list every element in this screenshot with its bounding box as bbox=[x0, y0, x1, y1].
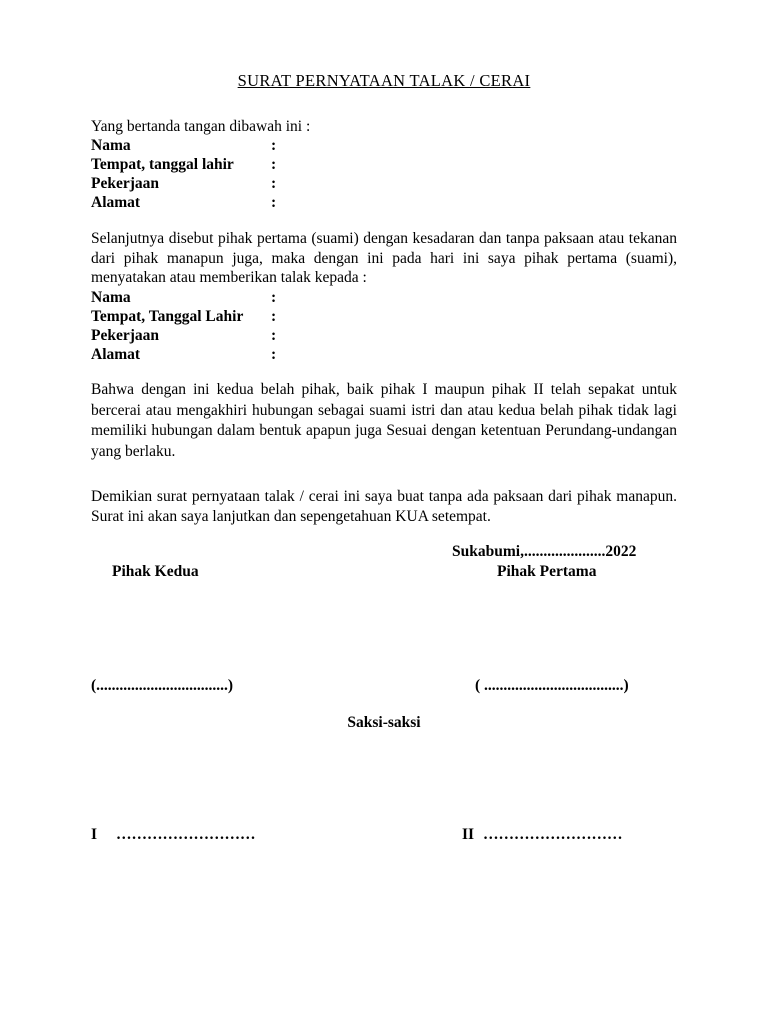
party1-block bbox=[91, 117, 677, 212]
paragraph-closing: Demikian surat pernyataan talak / cerai ini saya buat tanpa ada paksaan dari pihak manapun. Surat ini akan saya lanjutkan dan sepengetahuan KUA setempat. bbox=[91, 488, 677, 525]
field-label: Pekerjaan bbox=[91, 175, 160, 192]
field-colon: : bbox=[271, 175, 277, 192]
field-colon: : bbox=[271, 326, 277, 344]
signature-line-right: ( ....................................) bbox=[475, 677, 629, 694]
party1-field-alamat bbox=[91, 193, 677, 212]
witness-second-number: II bbox=[462, 826, 475, 843]
signature-line-left: (..................................) bbox=[91, 677, 234, 694]
field-label: Nama bbox=[91, 288, 131, 306]
field-colon: : bbox=[271, 194, 277, 211]
party1-field-pekerjaan bbox=[91, 174, 677, 193]
party2-field-alamat bbox=[91, 345, 677, 364]
party1-field-nama bbox=[91, 136, 677, 155]
field-label: Tempat, tanggal lahir bbox=[91, 156, 234, 173]
field-colon: : bbox=[271, 307, 277, 325]
field-label: Pekerjaan bbox=[91, 326, 160, 344]
party2-field-nama bbox=[91, 288, 677, 307]
witness-first-number: I bbox=[91, 826, 98, 843]
witnesses-label: Saksi-saksi bbox=[347, 714, 421, 731]
party2-block bbox=[91, 229, 677, 364]
intro-text: Yang bertanda tangan dibawah ini : bbox=[91, 118, 311, 135]
field-colon: : bbox=[271, 288, 277, 306]
witness-first-line: ……………………… bbox=[116, 826, 256, 843]
signature-label-right: Pihak Pertama bbox=[497, 563, 597, 580]
field-colon: : bbox=[271, 156, 277, 173]
field-colon: : bbox=[271, 137, 277, 154]
party1-field-ttl bbox=[91, 155, 677, 174]
party2-field-pekerjaan bbox=[91, 326, 677, 345]
field-label: Alamat bbox=[91, 194, 141, 211]
witness-second-line: ……………………… bbox=[483, 826, 623, 843]
place-date: Sukabumi,.....................2022 bbox=[452, 543, 637, 560]
field-label: Tempat, Tanggal Lahir bbox=[91, 307, 244, 325]
party2-field-ttl bbox=[91, 307, 677, 326]
signature-label-left: Pihak Kedua bbox=[112, 563, 199, 580]
field-colon: : bbox=[271, 345, 277, 363]
document-title: SURAT PERNYATAAN TALAK / CERAI bbox=[237, 71, 531, 90]
field-label: Nama bbox=[91, 137, 131, 154]
paragraph-declaration: Selanjutnya disebut pihak pertama (suami) dengan kesadaran dan tanpa paksaan atau tekanan dari pihak manapun juga, maka dengan ini pada hari ini saya pihak pertama (suami), menyatakan atau memberikan talak kepada : bbox=[91, 230, 677, 286]
paragraph-agreement: Bahwa dengan ini kedua belah pihak, baik pihak I maupun pihak II telah sepakat untuk bercerai atau mengakhiri hubungan sebagai suami istri dan atau kedua belah pihak tidak lagi memiliki hubungan dalam bentuk apapun juga Sesuai dengan ketentuan Perundang-undangan yang berlaku. bbox=[91, 381, 677, 460]
intro-line bbox=[91, 117, 677, 136]
field-label: Alamat bbox=[91, 345, 141, 363]
